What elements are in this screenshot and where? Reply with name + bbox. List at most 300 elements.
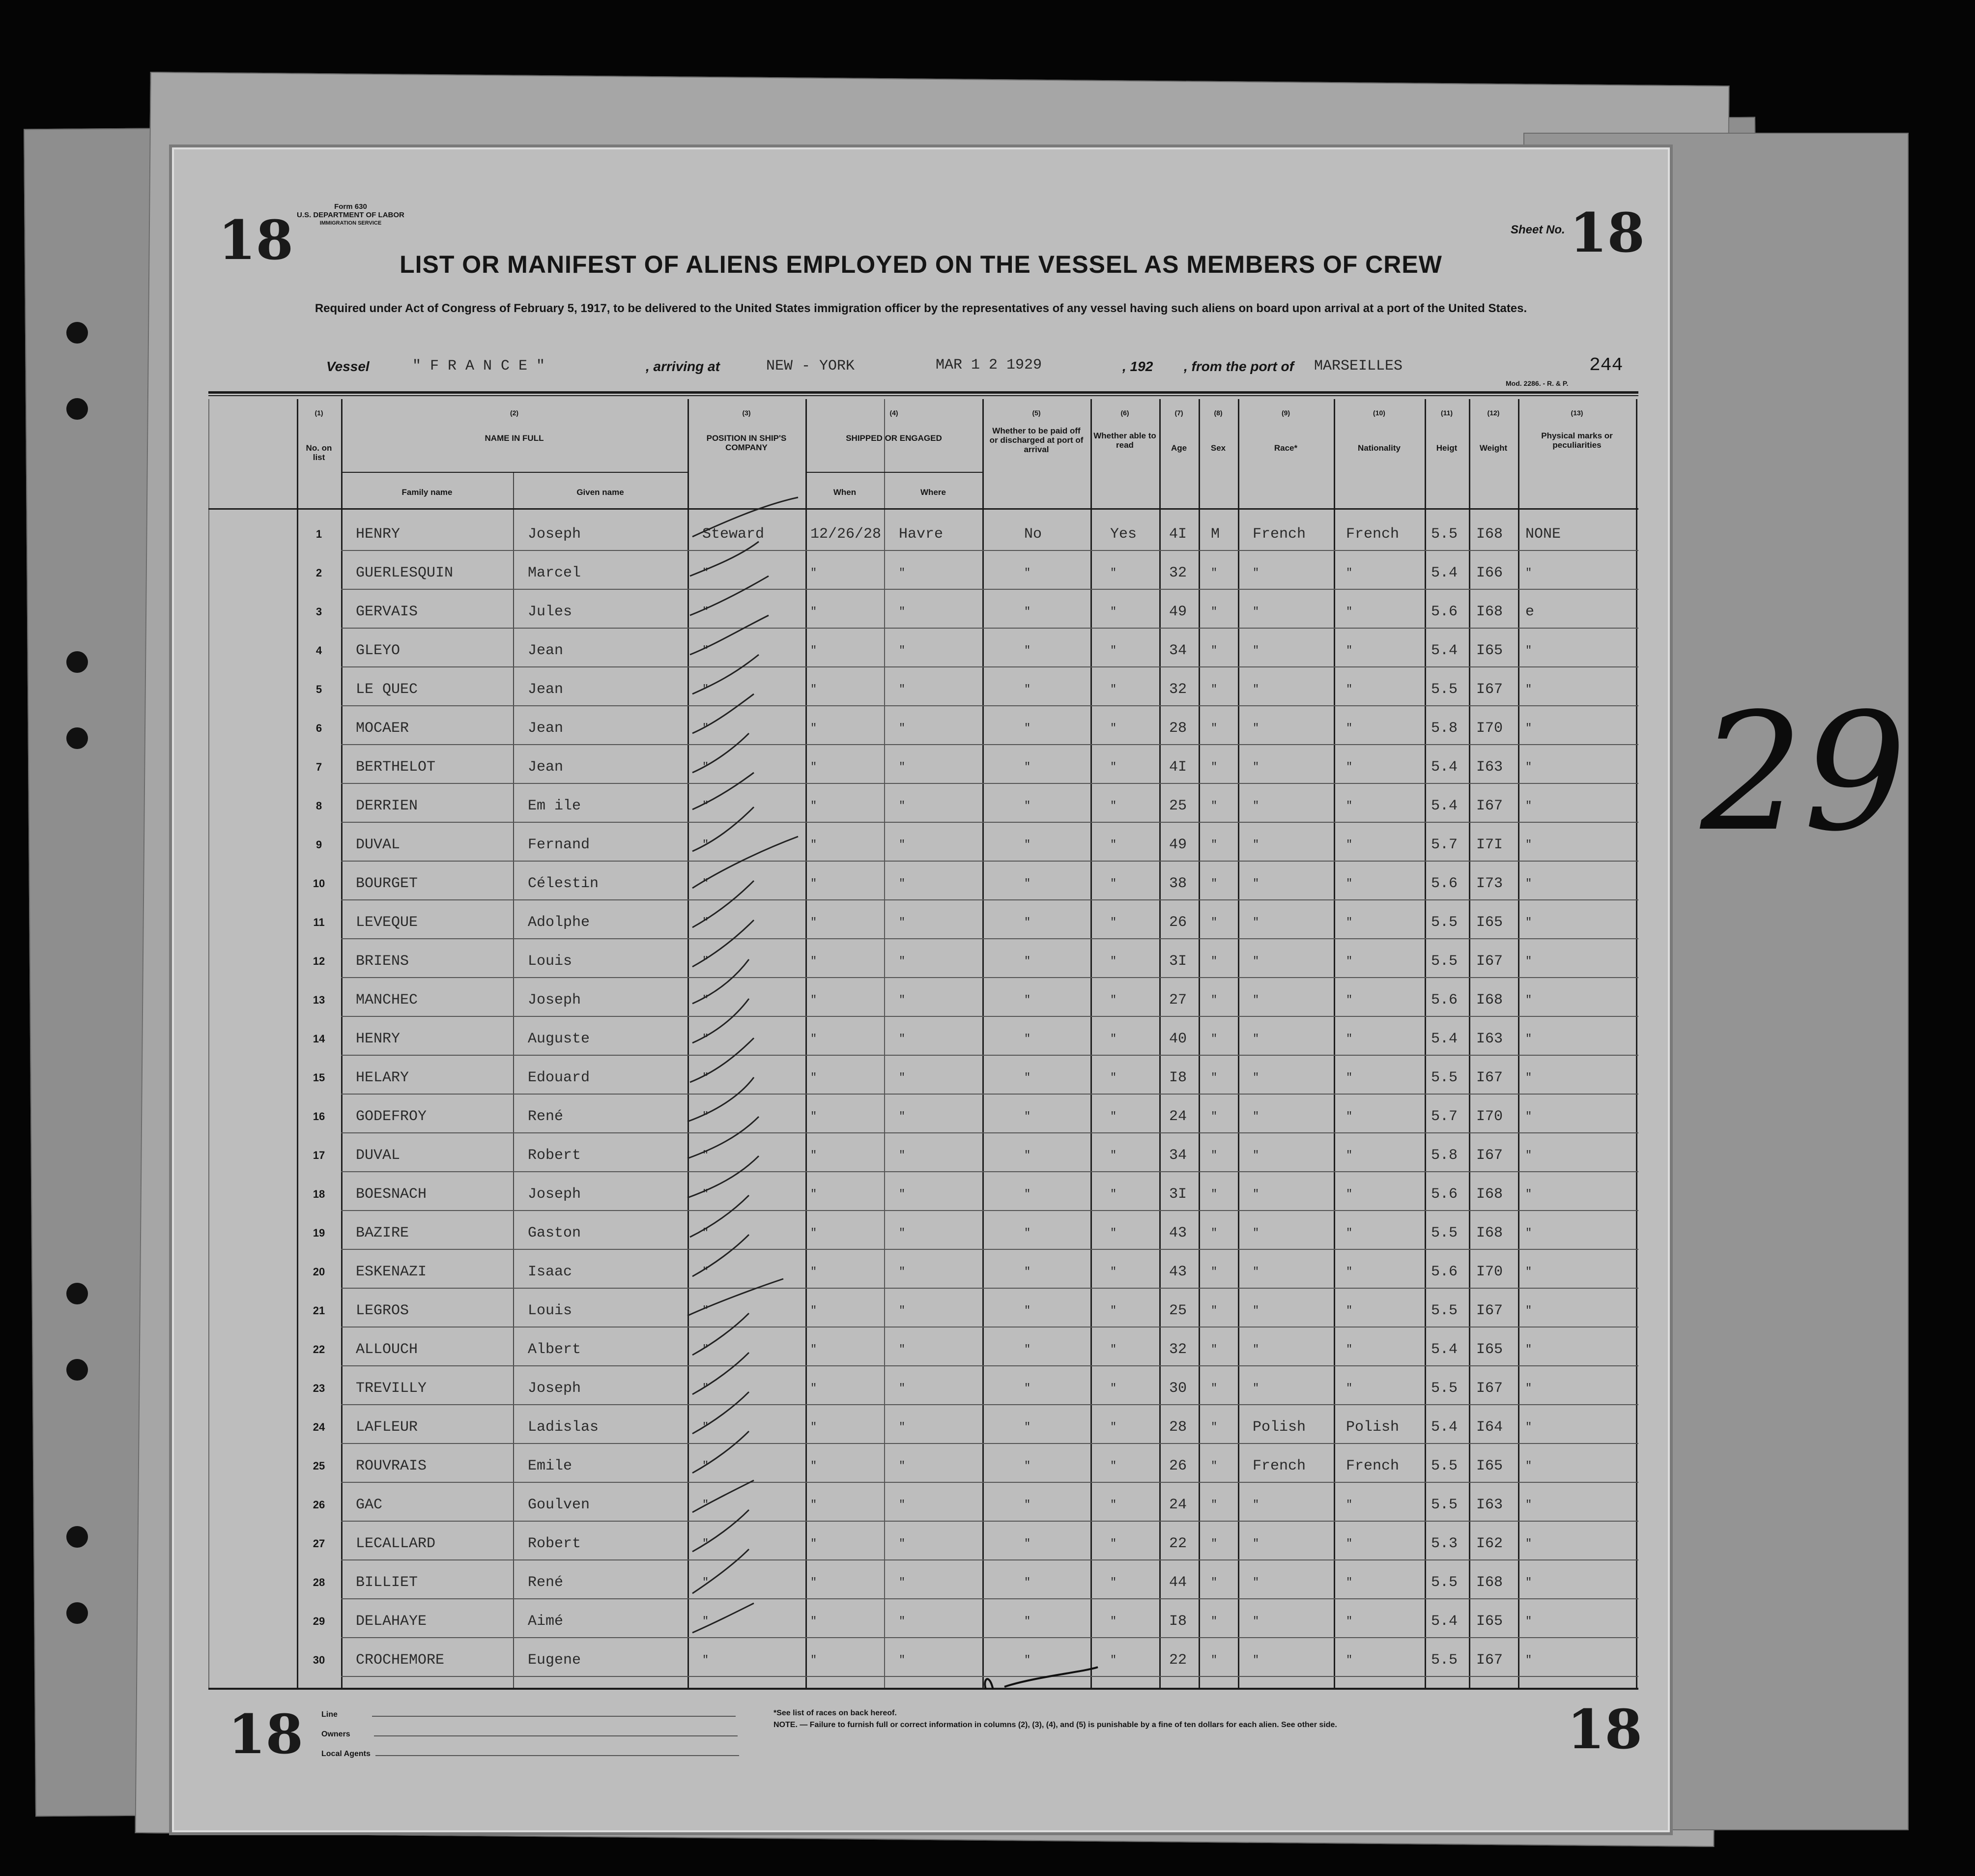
- able-to-read-cell: ": [1110, 1110, 1117, 1123]
- where-cell: ": [899, 1071, 906, 1084]
- col-num-6: (6): [1120, 409, 1129, 417]
- race-cell: ": [1253, 1576, 1259, 1588]
- given-name-cell: Jean: [528, 720, 564, 737]
- able-to-read-cell: ": [1110, 1421, 1117, 1433]
- age-cell: 32: [1169, 1341, 1187, 1358]
- check-mark: [692, 733, 749, 773]
- position-cell: ": [702, 1304, 709, 1317]
- physical-marks-cell: ": [1525, 1576, 1532, 1588]
- arriving-label: , arriving at: [646, 359, 720, 374]
- col-num-13: (13): [1571, 409, 1583, 417]
- when-cell: ": [810, 955, 817, 967]
- able-to-read-cell: ": [1110, 1227, 1117, 1239]
- weight-cell: I67: [1476, 1380, 1503, 1397]
- handwritten-number: 29: [1700, 678, 1907, 867]
- weight-cell: I68: [1476, 526, 1503, 543]
- local-agents-label: Local Agents: [321, 1750, 371, 1758]
- family-name-cell: BERTHELOT: [356, 759, 436, 776]
- weight-cell: I68: [1476, 604, 1503, 620]
- race-cell: ": [1253, 606, 1259, 618]
- where-cell: ": [899, 1615, 906, 1627]
- paid-off-cell: ": [1024, 761, 1031, 773]
- sex-cell: ": [1211, 1576, 1218, 1588]
- row-number: 7: [315, 761, 322, 773]
- where-cell: ": [899, 1266, 906, 1278]
- where-cell: ": [899, 1188, 906, 1200]
- able-to-read-cell: ": [1110, 761, 1117, 773]
- nationality-cell: ": [1346, 1227, 1353, 1239]
- given-name-cell: Jules: [528, 604, 572, 620]
- able-to-read-cell: ": [1110, 683, 1117, 695]
- family-name-cell: GAC: [356, 1497, 383, 1513]
- position-cell: ": [702, 644, 709, 657]
- age-cell: 40: [1169, 1031, 1187, 1047]
- family-name-cell: BOURGET: [356, 875, 418, 892]
- physical-marks-cell: ": [1525, 877, 1532, 890]
- able-to-read-cell: ": [1110, 1615, 1117, 1627]
- sex-cell: ": [1211, 955, 1218, 967]
- position-cell: ": [702, 916, 709, 928]
- paid-off-cell: ": [1024, 1654, 1031, 1666]
- family-name-cell: GERVAIS: [356, 604, 418, 620]
- footer-signature-lines: [321, 1705, 739, 1764]
- check-mark: [692, 1313, 749, 1355]
- manifest-sheet: [172, 147, 1670, 1832]
- when-cell: ": [810, 1110, 817, 1123]
- given-name-cell: René: [528, 1574, 564, 1591]
- nationality-cell: ": [1346, 1343, 1353, 1356]
- position-cell: ": [702, 800, 709, 812]
- where-cell: ": [899, 800, 906, 812]
- given-name-cell: Fernand: [528, 837, 590, 853]
- physical-marks-cell: ": [1525, 567, 1532, 579]
- age-cell: I8: [1169, 1613, 1187, 1630]
- sex-cell: ": [1211, 1033, 1218, 1045]
- age-cell: 38: [1169, 875, 1187, 892]
- physical-marks-cell: e: [1525, 604, 1535, 620]
- header-name-in-full: NAME IN FULL: [485, 433, 544, 443]
- weight-cell: I67: [1476, 798, 1503, 814]
- race-cell: ": [1253, 916, 1259, 928]
- race-cell: ": [1253, 1188, 1259, 1200]
- header-shipped: SHIPPED OR ENGAGED: [846, 433, 942, 443]
- row-number: 30: [313, 1654, 325, 1666]
- height-cell: 5.5: [1431, 681, 1458, 698]
- header-able-to-read: Whether able to read: [1093, 431, 1156, 450]
- form-modification-note: Mod. 2286. - R. & P.: [1506, 379, 1569, 387]
- header-given-name: Given name: [576, 488, 624, 497]
- weight-cell: I66: [1476, 565, 1503, 581]
- family-name-cell: LAFLEUR: [356, 1419, 418, 1436]
- service-name: IMMIGRATION SERVICE: [319, 220, 382, 226]
- able-to-read-cell: ": [1110, 606, 1117, 618]
- race-cell: ": [1253, 1304, 1259, 1317]
- able-to-read-cell: ": [1110, 994, 1117, 1006]
- physical-marks-cell: ": [1525, 1537, 1532, 1550]
- weight-cell: I67: [1476, 1069, 1503, 1086]
- height-cell: 5.5: [1431, 953, 1458, 970]
- physical-marks-cell: ": [1525, 1149, 1532, 1161]
- position-cell: ": [702, 1188, 709, 1200]
- check-mark: [692, 1235, 749, 1276]
- sex-cell: M: [1211, 526, 1220, 543]
- nationality-cell: ": [1346, 1188, 1353, 1200]
- penalty-note: NOTE. — Failure to furnish full or correct information in columns (2), (3), (4), and (5) is punishable by a fine of ten dollars for each alien. See other side.: [773, 1721, 1337, 1729]
- nationality-cell: French: [1346, 1458, 1400, 1474]
- where-cell: ": [899, 994, 906, 1006]
- given-name-cell: Louis: [528, 1302, 572, 1319]
- able-to-read-cell: ": [1110, 1576, 1117, 1588]
- height-cell: 5.4: [1431, 1419, 1458, 1436]
- able-to-read-cell: ": [1110, 1266, 1117, 1278]
- physical-marks-cell: ": [1525, 1499, 1532, 1511]
- family-name-cell: MOCAER: [356, 720, 409, 737]
- nationality-cell: ": [1346, 606, 1353, 618]
- list-number-bottom-left: 18: [228, 1703, 304, 1766]
- given-name-cell: Jean: [528, 642, 564, 659]
- position-cell: ": [702, 1615, 709, 1627]
- position-cell: ": [702, 683, 709, 695]
- when-cell: ": [810, 1227, 817, 1239]
- sex-cell: ": [1211, 1110, 1218, 1123]
- age-cell: 34: [1169, 642, 1187, 659]
- sex-cell: ": [1211, 1654, 1218, 1666]
- nationality-cell: ": [1346, 1110, 1353, 1123]
- col-num-12: (12): [1487, 409, 1500, 417]
- position-cell: ": [702, 606, 709, 618]
- weight-cell: I68: [1476, 1186, 1503, 1203]
- age-cell: I8: [1169, 1069, 1187, 1086]
- paid-off-cell: ": [1024, 1576, 1031, 1588]
- height-cell: 5.7: [1431, 1108, 1458, 1125]
- weight-cell: I70: [1476, 720, 1503, 737]
- height-cell: 5.5: [1431, 526, 1458, 543]
- row-number: 14: [313, 1033, 325, 1045]
- family-name-cell: GODEFROY: [356, 1108, 427, 1125]
- family-name-cell: DUVAL: [356, 837, 401, 853]
- when-cell: ": [810, 1033, 817, 1045]
- races-note: *See list of races on back hereof.: [773, 1709, 897, 1717]
- sex-cell: ": [1211, 1421, 1218, 1433]
- row-number: 17: [313, 1149, 325, 1161]
- where-cell: ": [899, 1499, 906, 1511]
- position-cell: ": [702, 1071, 709, 1084]
- check-mark: [690, 542, 759, 576]
- col-num-11: (11): [1440, 409, 1453, 417]
- race-cell: ": [1253, 955, 1259, 967]
- year-label: , 192: [1122, 359, 1153, 374]
- sheet-number: 18: [1570, 201, 1645, 264]
- position-cell: ": [702, 955, 709, 967]
- height-cell: 5.5: [1431, 1380, 1458, 1397]
- age-cell: 24: [1169, 1497, 1187, 1513]
- race-cell: ": [1253, 1615, 1259, 1627]
- sex-cell: ": [1211, 1460, 1218, 1472]
- family-name-cell: LECALLARD: [356, 1535, 436, 1552]
- where-cell: ": [899, 1537, 906, 1550]
- given-name-cell: Joseph: [528, 1186, 581, 1203]
- punch-hole: [66, 1359, 88, 1381]
- check-mark: [687, 1077, 754, 1122]
- row-number: 24: [313, 1421, 325, 1433]
- where-cell: Havre: [899, 526, 944, 543]
- header-paid-off: Whether to be paid off or discharged at port of arrival: [989, 426, 1084, 454]
- col-num-4: (4): [889, 409, 898, 417]
- given-name-cell: Emile: [528, 1458, 572, 1474]
- given-name-cell: Eugene: [528, 1652, 581, 1669]
- height-cell: 5.5: [1431, 1225, 1458, 1241]
- row-number: 19: [313, 1227, 325, 1239]
- physical-marks-cell: ": [1525, 838, 1532, 851]
- physical-marks-cell: ": [1525, 683, 1532, 695]
- paid-off-cell: ": [1024, 955, 1031, 967]
- physical-marks-cell: ": [1525, 1382, 1532, 1394]
- vessel-line: [326, 355, 1624, 376]
- when-cell: ": [810, 1615, 817, 1627]
- weight-cell: I63: [1476, 759, 1503, 776]
- where-cell: ": [899, 1576, 906, 1588]
- weight-cell: I63: [1476, 1497, 1503, 1513]
- given-name-cell: Joseph: [528, 1380, 581, 1397]
- sex-cell: ": [1211, 606, 1218, 618]
- family-name-cell: BAZIRE: [356, 1225, 409, 1241]
- nationality-cell: ": [1346, 877, 1353, 890]
- height-cell: 5.4: [1431, 798, 1458, 814]
- header-family-name: Family name: [401, 488, 453, 497]
- nationality-cell: ": [1346, 761, 1353, 773]
- height-cell: 5.5: [1431, 914, 1458, 931]
- race-cell: ": [1253, 877, 1259, 890]
- able-to-read-cell: ": [1110, 1071, 1117, 1084]
- check-mark: [692, 1510, 749, 1552]
- nationality-cell: ": [1346, 683, 1353, 695]
- check-mark: [692, 1431, 749, 1473]
- check-mark: [692, 807, 754, 851]
- row-number: 12: [313, 955, 325, 967]
- when-cell: ": [810, 916, 817, 928]
- punch-hole: [66, 651, 88, 673]
- physical-marks-cell: ": [1525, 1460, 1532, 1472]
- col-num-2: (2): [510, 409, 519, 417]
- family-name-cell: TREVILLY: [356, 1380, 427, 1397]
- position-cell: ": [702, 1033, 709, 1045]
- row-number: 9: [315, 838, 322, 851]
- position-cell: ": [702, 1266, 709, 1278]
- race-cell: French: [1253, 526, 1306, 543]
- row-number: 2: [315, 567, 322, 579]
- row-number: 20: [313, 1266, 325, 1278]
- height-cell: 5.8: [1431, 1147, 1458, 1164]
- position-cell: Steward: [702, 526, 765, 543]
- row-number: 26: [313, 1499, 325, 1511]
- header-position: POSITION IN SHIP'S COMPANY: [706, 433, 787, 452]
- header-weight: Weight: [1479, 443, 1508, 453]
- weight-cell: I67: [1476, 1652, 1503, 1669]
- when-cell: ": [810, 1266, 817, 1278]
- when-cell: ": [810, 1576, 817, 1588]
- position-cell: ": [702, 1537, 709, 1550]
- paid-off-cell: ": [1024, 1033, 1031, 1045]
- physical-marks-cell: ": [1525, 1071, 1532, 1084]
- check-mark: [692, 694, 754, 733]
- position-cell: ": [702, 1421, 709, 1433]
- physical-marks-cell: ": [1525, 1110, 1532, 1123]
- physical-marks-cell: ": [1525, 1343, 1532, 1356]
- nationality-cell: ": [1346, 1304, 1353, 1317]
- age-cell: 24: [1169, 1108, 1187, 1125]
- check-mark: [692, 1603, 754, 1633]
- family-name-cell: BOESNACH: [356, 1186, 427, 1203]
- race-cell: ": [1253, 567, 1259, 579]
- family-name-cell: DERRIEN: [356, 798, 418, 814]
- given-name-cell: Jean: [528, 681, 564, 698]
- height-cell: 5.4: [1431, 1613, 1458, 1630]
- check-mark: [687, 1279, 783, 1316]
- height-cell: 5.6: [1431, 1264, 1458, 1280]
- check-mark: [692, 1549, 749, 1593]
- sex-cell: ": [1211, 916, 1218, 928]
- position-cell: ": [702, 877, 709, 890]
- paid-off-cell: ": [1024, 994, 1031, 1006]
- check-mark: [692, 881, 754, 927]
- weight-cell: I7I: [1476, 837, 1503, 853]
- given-name-cell: Joseph: [528, 992, 581, 1009]
- family-name-cell: BRIENS: [356, 953, 409, 970]
- physical-marks-cell: ": [1525, 644, 1532, 657]
- height-cell: 5.4: [1431, 642, 1458, 659]
- vessel-name: " F R A N C E ": [412, 358, 545, 375]
- position-cell: ": [702, 994, 709, 1006]
- paid-off-cell: ": [1024, 1382, 1031, 1394]
- able-to-read-cell: ": [1110, 1499, 1117, 1511]
- page-subtitle: Required under Act of Congress of February 5, 1917, to be delivered to the United States immigration officer by the representatives of any vessel having such aliens on board upon arrival at a port of the United States.: [315, 302, 1527, 315]
- given-name-cell: Edouard: [528, 1069, 590, 1086]
- family-name-cell: BILLIET: [356, 1574, 418, 1591]
- age-cell: 34: [1169, 1147, 1187, 1164]
- age-cell: 26: [1169, 1458, 1187, 1474]
- age-cell: 49: [1169, 604, 1187, 620]
- paid-off-cell: ": [1024, 1149, 1031, 1161]
- where-cell: ": [899, 1382, 906, 1394]
- header-when: When: [833, 488, 857, 497]
- where-cell: ": [899, 1110, 906, 1123]
- when-cell: ": [810, 644, 817, 657]
- weight-cell: I65: [1476, 1613, 1503, 1630]
- age-cell: 30: [1169, 1380, 1187, 1397]
- when-cell: ": [810, 1304, 817, 1317]
- family-name-cell: DELAHAYE: [356, 1613, 427, 1630]
- when-cell: ": [810, 1537, 817, 1550]
- given-name-cell: Marcel: [528, 565, 581, 581]
- position-cell: ": [702, 1343, 709, 1356]
- position-cell: ": [702, 1149, 709, 1161]
- paid-off-cell: ": [1024, 916, 1031, 928]
- when-cell: ": [810, 606, 817, 618]
- weight-cell: I65: [1476, 1341, 1503, 1358]
- nationality-cell: ": [1346, 800, 1353, 812]
- when-cell: ": [810, 877, 817, 890]
- physical-marks-cell: ": [1525, 761, 1532, 773]
- nationality-cell: ": [1346, 722, 1353, 734]
- check-mark: [692, 773, 754, 809]
- age-cell: 32: [1169, 565, 1187, 581]
- where-cell: ": [899, 1149, 906, 1161]
- paid-off-cell: ": [1024, 606, 1031, 618]
- age-cell: 44: [1169, 1574, 1187, 1591]
- race-cell: ": [1253, 1110, 1259, 1123]
- check-mark: [692, 497, 798, 537]
- sex-cell: ": [1211, 1266, 1218, 1278]
- physical-marks-cell: ": [1525, 800, 1532, 812]
- punch-hole: [66, 322, 88, 344]
- family-name-cell: ALLOUCH: [356, 1341, 418, 1358]
- paid-off-cell: No: [1024, 526, 1042, 543]
- given-name-cell: René: [528, 1108, 564, 1125]
- when-cell: ": [810, 1654, 817, 1666]
- race-cell: ": [1253, 1071, 1259, 1084]
- family-name-cell: LEGROS: [356, 1302, 409, 1319]
- weight-cell: I67: [1476, 681, 1503, 698]
- physical-marks-cell: ": [1525, 1421, 1532, 1433]
- sex-cell: ": [1211, 1227, 1218, 1239]
- page-title: LIST OR MANIFEST OF ALIENS EMPLOYED ON THE VESSEL AS MEMBERS OF CREW: [400, 251, 1442, 278]
- given-name-cell: Auguste: [528, 1031, 590, 1047]
- punch-hole: [66, 1526, 88, 1548]
- row-number: 6: [315, 722, 322, 734]
- header-rule: [208, 391, 1638, 394]
- height-cell: 5.7: [1431, 837, 1458, 853]
- sex-cell: ": [1211, 761, 1218, 773]
- where-cell: ": [899, 877, 906, 890]
- nationality-cell: ": [1346, 1149, 1353, 1161]
- height-cell: 5.4: [1431, 759, 1458, 776]
- sex-cell: ": [1211, 1537, 1218, 1550]
- where-cell: ": [899, 722, 906, 734]
- line-label: Line: [321, 1710, 338, 1719]
- age-cell: 26: [1169, 914, 1187, 931]
- when-cell: ": [810, 994, 817, 1006]
- when-cell: ": [810, 722, 817, 734]
- age-cell: 22: [1169, 1535, 1187, 1552]
- when-cell: ": [810, 838, 817, 851]
- able-to-read-cell: ": [1110, 1033, 1117, 1045]
- race-cell: ": [1253, 994, 1259, 1006]
- able-to-read-cell: ": [1110, 916, 1117, 928]
- physical-marks-cell: ": [1525, 1304, 1532, 1317]
- family-name-cell: HELARY: [356, 1069, 409, 1086]
- family-name-cell: LE QUEC: [356, 681, 418, 698]
- physical-marks-cell: ": [1525, 1227, 1532, 1239]
- check-mark: [692, 655, 759, 694]
- departure-port: MARSEILLES: [1314, 358, 1403, 375]
- sex-cell: ": [1211, 1188, 1218, 1200]
- given-name-cell: Robert: [528, 1535, 581, 1552]
- nationality-cell: ": [1346, 1071, 1353, 1084]
- age-cell: 49: [1169, 837, 1187, 853]
- punch-hole: [66, 1602, 88, 1624]
- position-cell: ": [702, 1382, 709, 1394]
- when-cell: ": [810, 1343, 817, 1356]
- height-cell: 5.6: [1431, 992, 1458, 1009]
- form-number: Form 630: [334, 202, 367, 211]
- when-cell: ": [810, 1149, 817, 1161]
- check-mark: [692, 999, 749, 1043]
- where-cell: ": [899, 1227, 906, 1239]
- physical-marks-cell: ": [1525, 916, 1532, 928]
- where-cell: ": [899, 1343, 906, 1356]
- when-cell: ": [810, 761, 817, 773]
- weight-cell: I65: [1476, 642, 1503, 659]
